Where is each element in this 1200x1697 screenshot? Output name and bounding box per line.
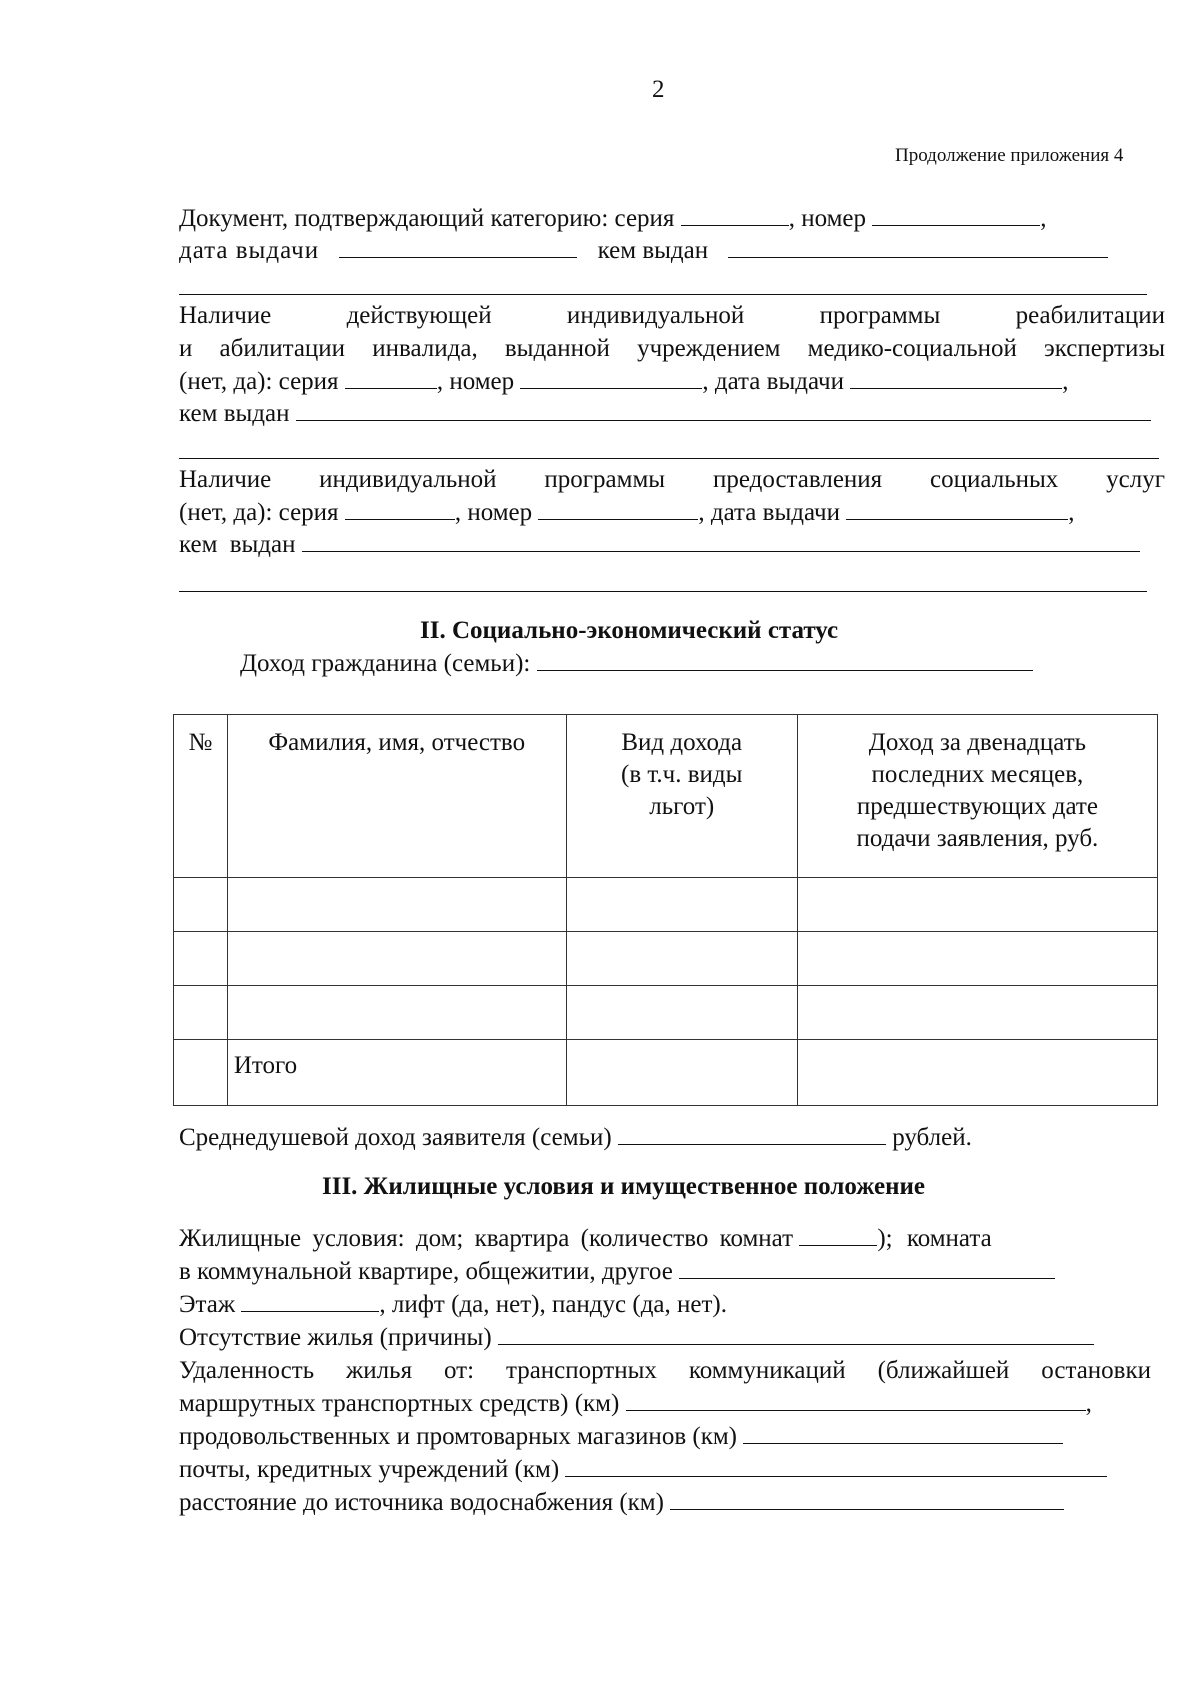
- housing-line8: почты, кредитных учреждений (км): [179, 1454, 1107, 1486]
- housing-line9: расстояние до источника водоснабжения (км): [179, 1487, 1064, 1519]
- ipra-issuer-field-cont[interactable]: [179, 458, 1159, 459]
- table-cell[interactable]: [566, 1040, 797, 1106]
- transport-distance-field[interactable]: [626, 1388, 1086, 1411]
- doc-category-line1: Документ, подтверждающий категорию: серия , номер ,: [179, 205, 1047, 232]
- table-cell[interactable]: [797, 986, 1157, 1040]
- income-field[interactable]: [537, 648, 1033, 671]
- doc-date-field[interactable]: [339, 235, 577, 258]
- table-cell[interactable]: [174, 932, 228, 986]
- shops-distance-field[interactable]: [743, 1421, 1063, 1444]
- ipra-number-field[interactable]: [520, 366, 702, 389]
- table-total-row: [174, 1040, 1158, 1106]
- ipra-line4: кем выдан: [179, 398, 1165, 430]
- income-table: [173, 714, 1158, 1106]
- doc-series-field[interactable]: [681, 203, 789, 226]
- floor-field[interactable]: [241, 1289, 379, 1312]
- ipsu-line2: (нет, да): серия , номер , дата выдачи ,: [179, 499, 1075, 526]
- section3-title: III. Жилищные условия и имущественное положение: [322, 1173, 926, 1200]
- continuation-note: Продолжение приложения 4: [895, 145, 1124, 166]
- table-cell[interactable]: [566, 986, 797, 1040]
- table-row: [174, 878, 1158, 932]
- table-cell[interactable]: [174, 986, 228, 1040]
- table-cell[interactable]: [566, 878, 797, 932]
- rooms-count-field[interactable]: [799, 1223, 877, 1246]
- ipra-issuer-field[interactable]: [296, 398, 1151, 421]
- ipsu-date-field[interactable]: [846, 497, 1068, 520]
- ipsu-number-field[interactable]: [538, 497, 698, 520]
- income-line: Доход гражданина (семьи):: [240, 648, 1033, 680]
- table-cell[interactable]: [174, 878, 228, 932]
- doc-series-label: Документ, подтверждающий категорию: серия: [179, 205, 675, 232]
- table-cell[interactable]: [797, 878, 1157, 932]
- housing-line3: Этаж , лифт (да, нет), пандус (да, нет).: [179, 1291, 727, 1318]
- ipsu-issuer-field-cont[interactable]: [179, 591, 1147, 592]
- ipra-date-field[interactable]: [850, 366, 1062, 389]
- table-cell[interactable]: [797, 1040, 1157, 1106]
- col-income-amount-header: Доход за двенадцать последних месяцев, предшествующих дате подачи заявления, руб.: [797, 715, 1157, 878]
- doc-issuer-field-cont[interactable]: [179, 294, 1147, 295]
- ipra-line2: и абилитации инвалида, выданной учреждением медико-социальной экспертизы: [179, 335, 1165, 362]
- ipra-series-field[interactable]: [345, 366, 437, 389]
- col-income-type-header: Вид дохода (в т.ч. виды льгот): [566, 715, 797, 878]
- section2-title: II. Социально-экономический статус: [420, 617, 839, 644]
- ipra-line1: Наличие действующей индивидуальной программы реабилитации: [179, 302, 1165, 329]
- housing-line6: маршрутных транспортных средств) (км) ,: [179, 1390, 1092, 1417]
- income-table-header: [174, 715, 1158, 878]
- doc-issuer-field[interactable]: [728, 235, 1108, 258]
- ipsu-line3: кем выдан: [179, 529, 1165, 561]
- table-cell[interactable]: [227, 878, 566, 932]
- page-number: 2: [652, 76, 665, 103]
- table-row: [174, 932, 1158, 986]
- post-distance-field[interactable]: [565, 1454, 1107, 1477]
- ipsu-issuer-field[interactable]: [302, 529, 1140, 552]
- doc-number-field[interactable]: [872, 203, 1040, 226]
- table-cell[interactable]: [227, 932, 566, 986]
- housing-line4: Отсутствие жилья (причины): [179, 1322, 1094, 1354]
- housing-line2: в коммунальной квартире, общежитии, другое: [179, 1256, 1055, 1288]
- table-cell: [174, 1040, 228, 1106]
- housing-line7: продовольственных и промтоварных магазинов (км): [179, 1421, 1063, 1453]
- table-cell[interactable]: [227, 986, 566, 1040]
- doc-date-label: дата выдачи: [179, 237, 320, 264]
- col-name-header: Фамилия, имя, отчество: [227, 715, 566, 878]
- doc-issuer-label: кем выдан: [597, 237, 709, 264]
- ipsu-series-field[interactable]: [345, 497, 455, 520]
- housing-line5: Удаленность жилья от: транспортных коммуникаций (ближайшей остановки: [179, 1357, 1151, 1384]
- no-housing-reason-field[interactable]: [498, 1322, 1094, 1345]
- ipra-line3: (нет, да): серия , номер , дата выдачи ,: [179, 368, 1069, 395]
- total-label: Итого: [227, 1040, 566, 1106]
- housing-line1: Жилищные условия: дом; квартира (количество комнат ); комната: [179, 1225, 992, 1252]
- water-distance-field[interactable]: [670, 1487, 1064, 1510]
- doc-category-line2: [179, 235, 1165, 267]
- table-cell[interactable]: [566, 932, 797, 986]
- avg-income-field[interactable]: [618, 1122, 886, 1145]
- table-cell[interactable]: [797, 932, 1157, 986]
- housing-other-field[interactable]: [679, 1256, 1055, 1279]
- avg-income-line: Среднедушевой доход заявителя (семьи) рублей.: [179, 1124, 972, 1151]
- doc-number-label: , номер: [788, 205, 867, 232]
- table-row: [174, 986, 1158, 1040]
- col-number-header: №: [174, 715, 228, 878]
- ipsu-line1: Наличие индивидуальной программы предоставления социальных услуг: [179, 466, 1165, 493]
